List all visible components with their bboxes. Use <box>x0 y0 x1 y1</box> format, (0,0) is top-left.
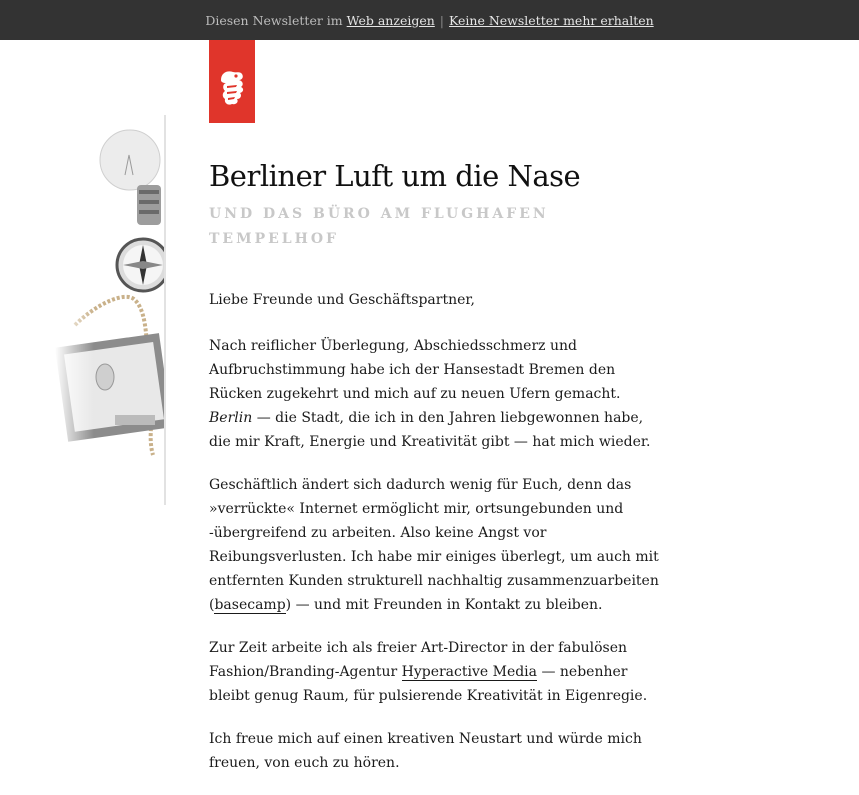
paragraph-business-text-1: Geschäftlich ändert sich dadurch wenig für Euch, denn das »verrückte« Internet ermöglicht mir, ortsungebunden und -übergreifend zu arbeiten. Also keine Angst vor Reibungsverlusten. Ich habe mir einiges überlegt, um auch mit entfernten Kunden strukturell nachhaltig zusammenzuarbeiten ( <box>209 477 659 613</box>
greeting-text: Liebe Freunde und Geschäftspartner, <box>209 292 476 308</box>
paragraph-move <box>209 334 664 454</box>
topbar-separator: | <box>439 12 445 28</box>
city-emphasis: Berlin <box>209 410 253 426</box>
dragon-icon <box>209 40 255 123</box>
hyperactive-media-link[interactable]: Hyperactive Media <box>401 664 538 680</box>
letter-body <box>209 288 664 775</box>
desk-illustration <box>55 115 166 505</box>
newsletter-content <box>209 156 664 794</box>
paragraph-move-text-1: Nach reiflicher Überlegung, Abschiedsschmerz und Aufbruchstimmung habe ich der Hansestadt Bremen den Rücken zugekehrt und mich auf zu neuen Ufern gemacht. <box>209 338 621 402</box>
paragraph-work-text-1: Zur Zeit arbeite ich als freier Art-Director in der fabulösen Fashion/Branding-Agentur <box>209 640 627 680</box>
paragraph-business <box>209 473 664 617</box>
unsubscribe-link[interactable]: Keine Newsletter mehr erhalten <box>449 12 654 28</box>
paragraph-business-text-2: ) — und mit Freunden in Kontakt zu bleiben. <box>285 597 603 613</box>
paragraph-work <box>209 636 664 708</box>
basecamp-link[interactable]: basecamp <box>214 597 286 613</box>
page-title: Berliner Luft um die Nase <box>209 159 581 193</box>
page-subtitle: UND DAS BÜRO AM FLUGHAFEN TEMPELHOF <box>209 206 549 247</box>
topbar-prefix-text: Diesen Newsletter im <box>205 12 343 28</box>
newsletter-topbar <box>0 0 859 40</box>
paragraph-work-text-2: — nebenher bleibt genug Raum, für pulsierende Kreativität in Eigenregie. <box>209 664 648 704</box>
brand-logo <box>209 40 255 123</box>
paragraph-closing: Ich freue mich auf einen kreativen Neustart und würde mich freuen, von euch zu hören. <box>209 731 642 771</box>
paragraph-move-text-2: — die Stadt, die ich in den Jahren liebgewonnen habe, die mir Kraft, Energie und Kreativität gibt — hat mich wieder. <box>209 410 651 450</box>
view-in-web-link[interactable]: Web anzeigen <box>346 12 435 28</box>
